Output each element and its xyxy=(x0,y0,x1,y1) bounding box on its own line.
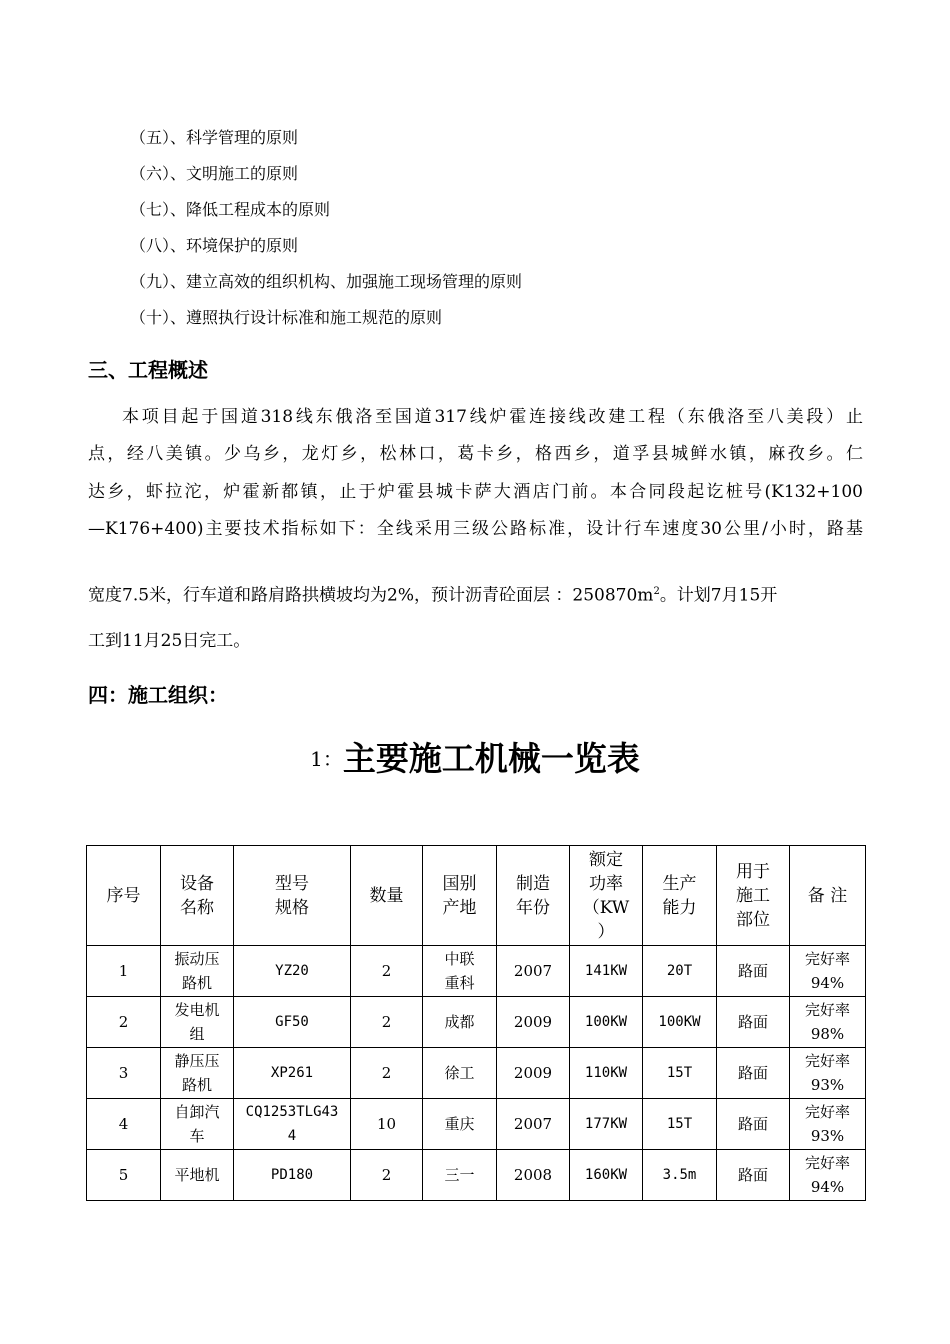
table-cell: 2 xyxy=(351,1150,423,1201)
table-header-cell: 制造 年份 xyxy=(497,846,570,946)
table-cell: 15T xyxy=(643,1048,717,1099)
table-cell: PD180 xyxy=(234,1150,351,1201)
table-cell: 2007 xyxy=(497,946,570,997)
paragraph-text: 宽度7.5米，行车道和路肩路拱横坡均为2%，预计沥青砼面层 ：250870m xyxy=(88,585,654,606)
table-header-cell: 国别 产地 xyxy=(423,846,497,946)
table-cell: 2 xyxy=(351,946,423,997)
table-header-cell: 生产 能力 xyxy=(643,846,717,946)
table-title-number: 1： xyxy=(310,747,343,771)
principle-item: （八）、环境保护的原则 xyxy=(130,236,299,255)
paragraph-line: —K176+400)主要技术指标如下：全线采用三级公路标准，设计行车速度30公里/小时，路基 xyxy=(88,519,863,539)
table-cell: 100KW xyxy=(643,997,717,1048)
table-cell: 3 xyxy=(87,1048,161,1099)
table-cell: 10 xyxy=(351,1099,423,1150)
table-cell: 100KW xyxy=(570,997,643,1048)
table-cell: 路面 xyxy=(717,1048,790,1099)
table-cell: 静压压 路机 xyxy=(161,1048,234,1099)
table-row xyxy=(87,1150,866,1201)
principle-item: （六）、文明施工的原则 xyxy=(130,164,299,183)
principle-item: （十）、遵照执行设计标准和施工规范的原则 xyxy=(130,308,443,327)
table-header-cell: 备 注 xyxy=(790,846,866,946)
table-cell: GF50 xyxy=(234,997,351,1048)
table-header-cell: 用于 施工 部位 xyxy=(717,846,790,946)
table-cell: 1 xyxy=(87,946,161,997)
principle-item: （七）、降低工程成本的原则 xyxy=(130,200,331,219)
table-cell: 2007 xyxy=(497,1099,570,1150)
paragraph-text: 。计划7月15开 xyxy=(659,585,778,606)
table-cell: 重庆 xyxy=(423,1099,497,1150)
table-cell: 中联 重科 xyxy=(423,946,497,997)
table-header-cell: 额定 功率 （KW ） xyxy=(570,846,643,946)
table-cell: 成都 xyxy=(423,997,497,1048)
table-cell: 3.5m xyxy=(643,1150,717,1201)
table-title xyxy=(0,733,950,780)
table-cell: 177KW xyxy=(570,1099,643,1150)
table-cell: 完好率 93% xyxy=(790,1048,866,1099)
table-cell: YZ20 xyxy=(234,946,351,997)
table-cell: 徐工 xyxy=(423,1048,497,1099)
table-cell: XP261 xyxy=(234,1048,351,1099)
table-cell: 110KW xyxy=(570,1048,643,1099)
section-heading-organization: 四：施工组织： xyxy=(88,683,228,707)
table-cell: 15T xyxy=(643,1099,717,1150)
table-title-text: 主要施工机械一览表 xyxy=(342,739,640,778)
table-header-row xyxy=(87,846,866,946)
table-cell: 振动压 路机 xyxy=(161,946,234,997)
paragraph-line: 达乡，虾拉沱，炉霍新都镇，止于炉霍县城卡萨大酒店门前。本合同段起讫桩号(K132+100 xyxy=(88,482,863,502)
table-cell: 完好率 94% xyxy=(790,946,866,997)
table-cell: 完好率 94% xyxy=(790,1150,866,1201)
principle-item: （九）、建立高效的组织机构、加强施工现场管理的原则 xyxy=(130,272,523,291)
table-row xyxy=(87,946,866,997)
table-cell: 路面 xyxy=(717,1150,790,1201)
table-header-cell: 型号 规格 xyxy=(234,846,351,946)
table-cell: 自卸汽 车 xyxy=(161,1099,234,1150)
paragraph-line xyxy=(88,581,863,607)
superscript: 2 xyxy=(653,586,660,597)
table-cell: 2 xyxy=(351,997,423,1048)
table-header-cell: 数量 xyxy=(351,846,423,946)
table-row xyxy=(87,1099,866,1150)
table-cell: 2009 xyxy=(497,1048,570,1099)
table-cell: 141KW xyxy=(570,946,643,997)
table-cell: 发电机 组 xyxy=(161,997,234,1048)
table-row xyxy=(87,997,866,1048)
table-cell: 4 xyxy=(87,1099,161,1150)
table-cell: 5 xyxy=(87,1150,161,1201)
table-cell: 三一 xyxy=(423,1150,497,1201)
table-cell: 完好率 93% xyxy=(790,1099,866,1150)
table-cell: 2 xyxy=(87,997,161,1048)
table-cell: 2 xyxy=(351,1048,423,1099)
section-heading-overview: 三、工程概述 xyxy=(88,358,208,382)
paragraph-line: 点，经八美镇。少乌乡，龙灯乡，松林口，葛卡乡，格西乡，道孚县城鲜水镇，麻孜乡。仁 xyxy=(88,444,863,464)
table-cell: 路面 xyxy=(717,1099,790,1150)
table-cell: 路面 xyxy=(717,997,790,1048)
machinery-table xyxy=(86,845,866,1201)
table-row xyxy=(87,1048,866,1099)
table-header-cell: 序号 xyxy=(87,846,161,946)
table-cell: 2008 xyxy=(497,1150,570,1201)
table-cell: 完好率 98% xyxy=(790,997,866,1048)
table-cell: 路面 xyxy=(717,946,790,997)
table-cell: 20T xyxy=(643,946,717,997)
table-cell: 平地机 xyxy=(161,1150,234,1201)
paragraph-line: 工到11月25日完工。 xyxy=(88,631,251,651)
paragraph-line: 本项目起于国道318线东俄洛至国道317线炉霍连接线改建工程（东俄洛至八美段）止 xyxy=(122,407,863,427)
principle-item: （五）、科学管理的原则 xyxy=(130,128,299,147)
table-cell: 160KW xyxy=(570,1150,643,1201)
table-cell: CQ1253TLG43 4 xyxy=(234,1099,351,1150)
table-header-cell: 设备 名称 xyxy=(161,846,234,946)
table-cell: 2009 xyxy=(497,997,570,1048)
